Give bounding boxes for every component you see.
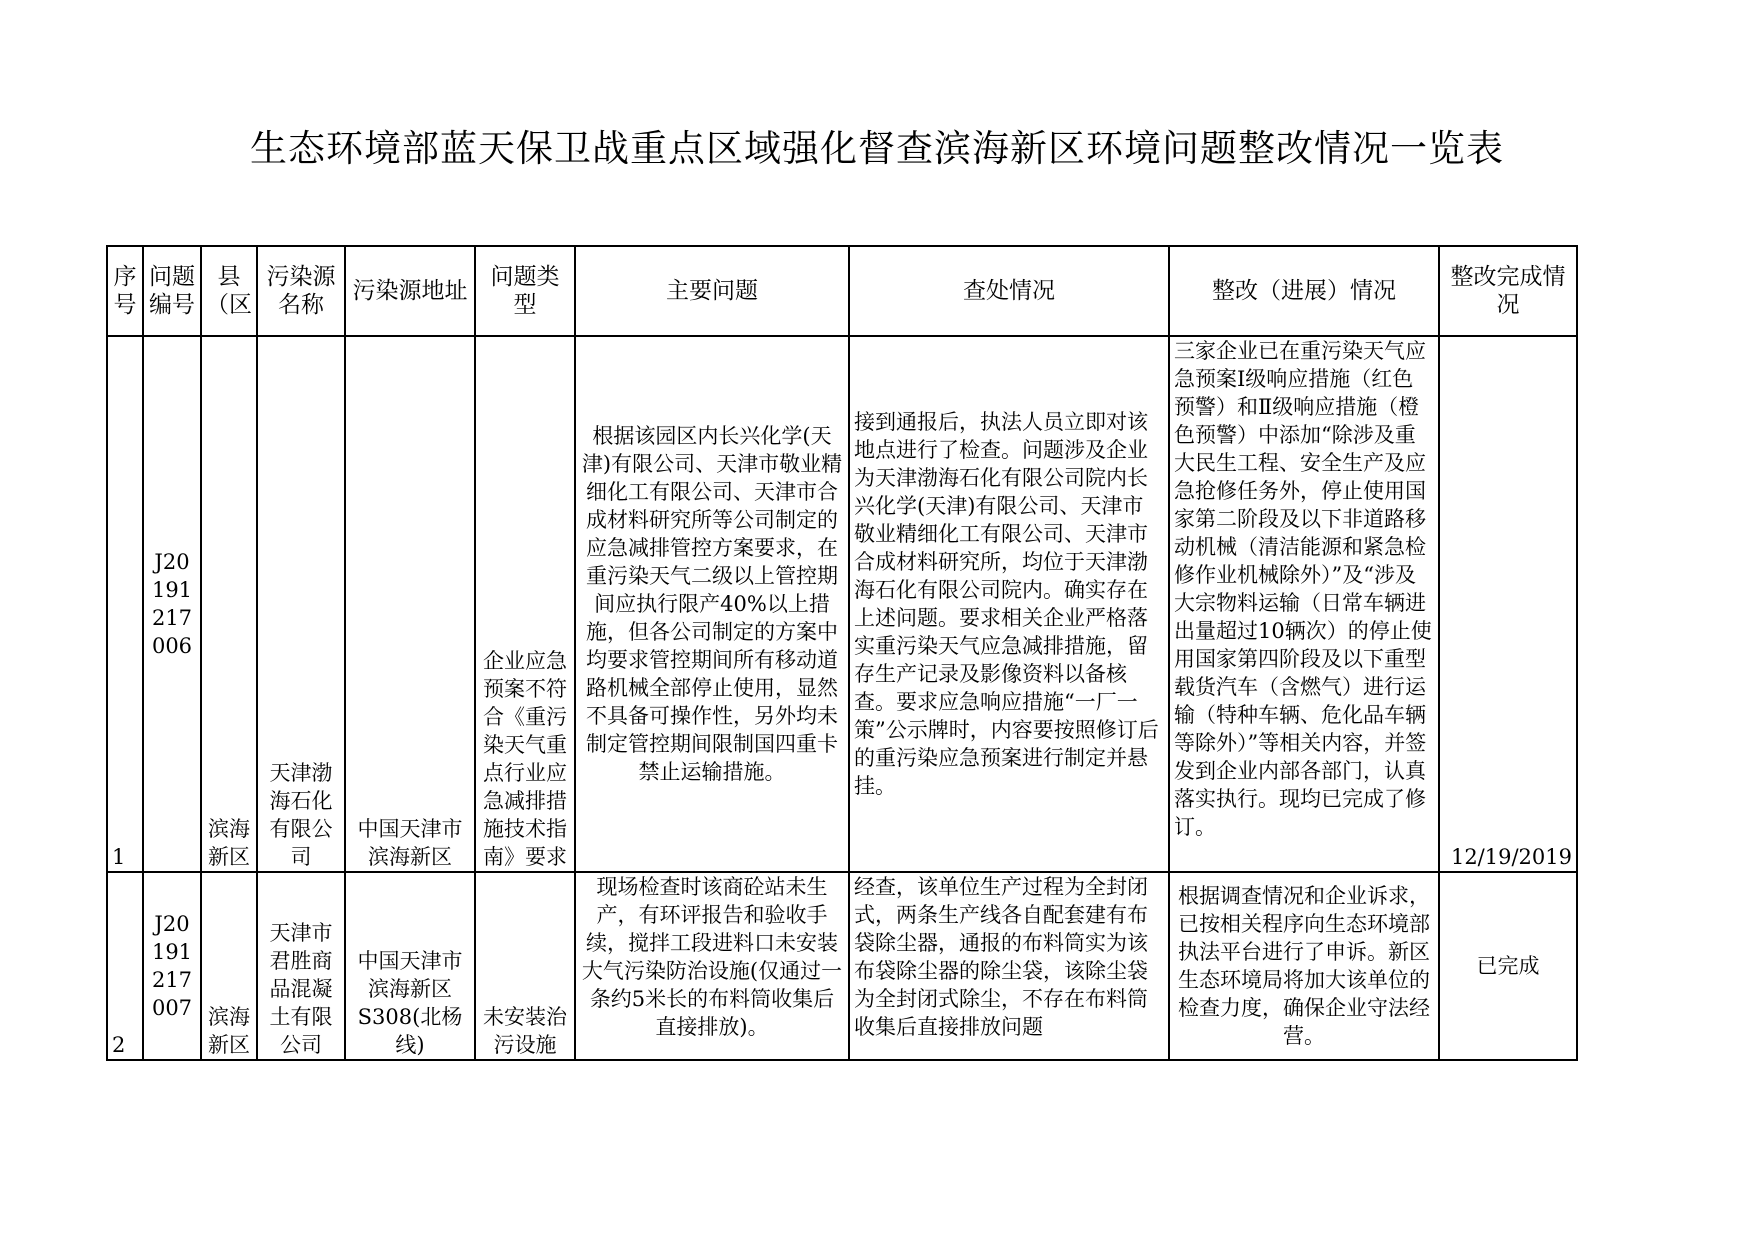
cell-rectification: 三家企业已在重污染天气应急预案Ⅰ级响应措施（红色预警）和Ⅱ级响应措施（橙色预警）中添加“除涉及重大民生工程、安全生产及应急抢修任务外，停止使用国家第二阶段及以下非道路移动机械（清洁能源和紧急检修作业机械除外）”及“涉及大宗物料运输（日常车辆进出量超过10辆次）的停止使用国家第四阶段及以下重型载货汽车（含燃气）进行运输（特种车辆、危化品车辆等除外）”等相关内容，并签发到企业内部各部门，认真落实执行。现均已完成了修订。 <box>1169 336 1439 872</box>
cell-seq: 2 <box>107 872 143 1060</box>
table-row <box>107 872 1577 1060</box>
cell-main-problem: 根据该园区内长兴化学(天津)有限公司、天津市敬业精细化工有限公司、天津市合成材料研究所等公司制定的应急减排管控方案要求，在重污染天气二级以上管控期间应执行限产40%以上措施，但各公司制定的方案中均要求管控期间所有移动道路机械全部停止使用，显然不具备可操作性，另外均未制定管控期间限制国四重卡禁止运输措施。 <box>575 336 849 872</box>
rectification-table <box>106 245 1578 1061</box>
cell-source-addr: 中国天津市滨海新区 <box>345 336 475 872</box>
cell-problem-type: 企业应急预案不符合《重污染天气重点行业应急减排措施技术指南》要求 <box>475 336 575 872</box>
header-row <box>107 246 1577 336</box>
cell-source-name: 天津渤海石化有限公司 <box>257 336 345 872</box>
cell-source-addr: 中国天津市滨海新区S308(北杨线) <box>345 872 475 1060</box>
cell-completion: 12/19/2019 <box>1439 336 1577 872</box>
cell-handling: 接到通报后，执法人员立即对该地点进行了检查。问题涉及企业为天津渤海石化有限公司院内长兴化学(天津)有限公司、天津市敬业精细化工有限公司、天津市合成材料研究所，均位于天津渤海石化有限公司院内。确实存在上述问题。要求相关企业严格落实重污染天气应急减排措施，留存生产记录及影像资料以备核查。要求应急响应措施“一厂一策”公示牌时，内容要按照修订后的重污染应急预案进行制定并悬挂。 <box>849 336 1169 872</box>
header-code: 问题编号 <box>143 246 201 336</box>
table-row <box>107 336 1577 872</box>
cell-source-name: 天津市君胜商品混凝土有限公司 <box>257 872 345 1060</box>
cell-county: 滨海新区 <box>201 336 257 872</box>
cell-main-problem: 现场检查时该商砼站未生产，有环评报告和验收手续，搅拌工段进料口未安装大气污染防治设施(仅通过一条约5米长的布料筒收集后直接排放)。 <box>575 872 849 1060</box>
cell-handling: 经查，该单位生产过程为全封闭式，两条生产线各自配套建有布袋除尘器，通报的布料筒实为该布袋除尘器的除尘袋，该除尘袋为全封闭式除尘，不存在布料筒收集后直接排放问题 <box>849 872 1169 1060</box>
header-rectification: 整改（进展）情况 <box>1169 246 1439 336</box>
cell-code: J20191217007 <box>143 872 201 1060</box>
page-title: 生态环境部蓝天保卫战重点区域强化督查滨海新区环境问题整改情况一览表 <box>250 127 1504 170</box>
header-source-name: 污染源名称 <box>257 246 345 336</box>
header-completion: 整改完成情况 <box>1439 246 1577 336</box>
header-county: 县（区 <box>201 246 257 336</box>
header-source-addr: 污染源地址 <box>345 246 475 336</box>
header-main-problem: 主要问题 <box>575 246 849 336</box>
header-problem-type: 问题类型 <box>475 246 575 336</box>
cell-rectification: 根据调查情况和企业诉求，已按相关程序向生态环境部执法平台进行了申诉。新区生态环境局将加大该单位的检查力度，确保企业守法经营。 <box>1169 872 1439 1060</box>
cell-completion: 已完成 <box>1439 872 1577 1060</box>
cell-problem-type: 未安装治污设施 <box>475 872 575 1060</box>
header-seq: 序号 <box>107 246 143 336</box>
cell-code: J20191217006 <box>143 336 201 872</box>
cell-county: 滨海新区 <box>201 872 257 1060</box>
cell-seq: 1 <box>107 336 143 872</box>
header-handling: 查处情况 <box>849 246 1169 336</box>
